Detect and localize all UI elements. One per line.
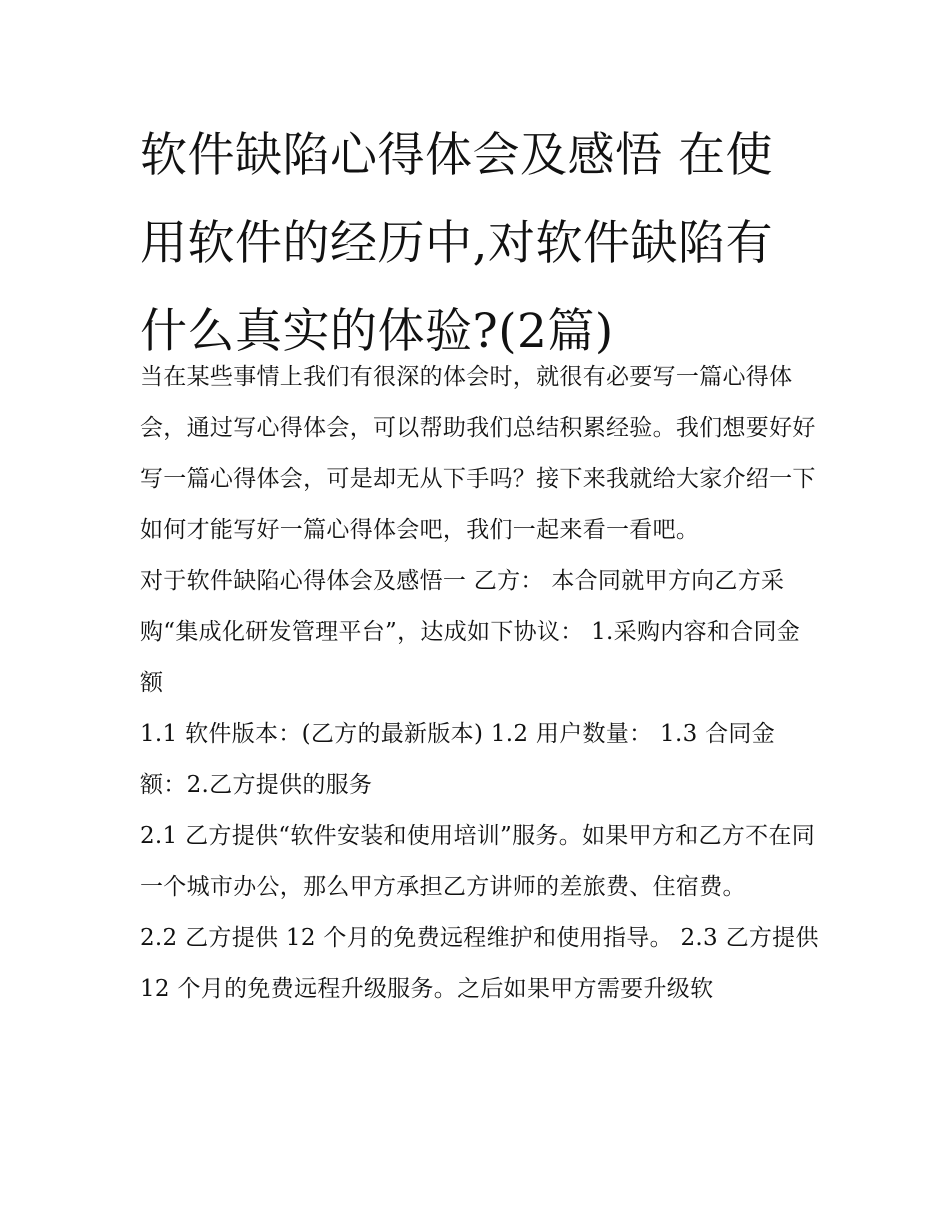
document-title: 软件缺陷心得体会及感悟 在使用软件的经历中,对软件缺陷有什么真实的体验?(2篇) bbox=[140, 128, 773, 359]
paragraph-intro: 当在某些事情上我们有很深的体会时，就很有必要写一篇心得体会，通过写心得体会，可以帮助我们总结积累经验。我们想要好好写一篇心得体会，可是却无从下手吗？接下来我就给大家介绍一下如何才能写好一篇心得体会吧，我们一起来看一看吧。 bbox=[140, 364, 816, 543]
paragraph-section-2-2: 2.2 乙方提供 12 个月的免费远程维护和使用指导。 2.3 乙方提供 12 个月的免费远程升级服务。之后如果甲方需要升级软 bbox=[140, 925, 819, 1002]
paragraph-section-2-1: 2.1 乙方提供“软件安装和使用培训”服务。如果甲方和乙方不在同一个城市办公，那么甲方承担乙方讲师的差旅费、住宿费。 bbox=[140, 823, 816, 900]
paragraph-section-1: 1.1 软件版本：(乙方的最新版本) 1.2 用户数量： 1.3 合同金额：2.乙方提供的服务 bbox=[140, 721, 776, 798]
paragraph-contract-intro: 对于软件缺陷心得体会及感悟一 乙方： 本合同就甲方向乙方采购“集成化研发管理平台”，达成如下协议： 1.采购内容和合同金额 bbox=[140, 568, 801, 696]
document-body bbox=[140, 352, 820, 1015]
